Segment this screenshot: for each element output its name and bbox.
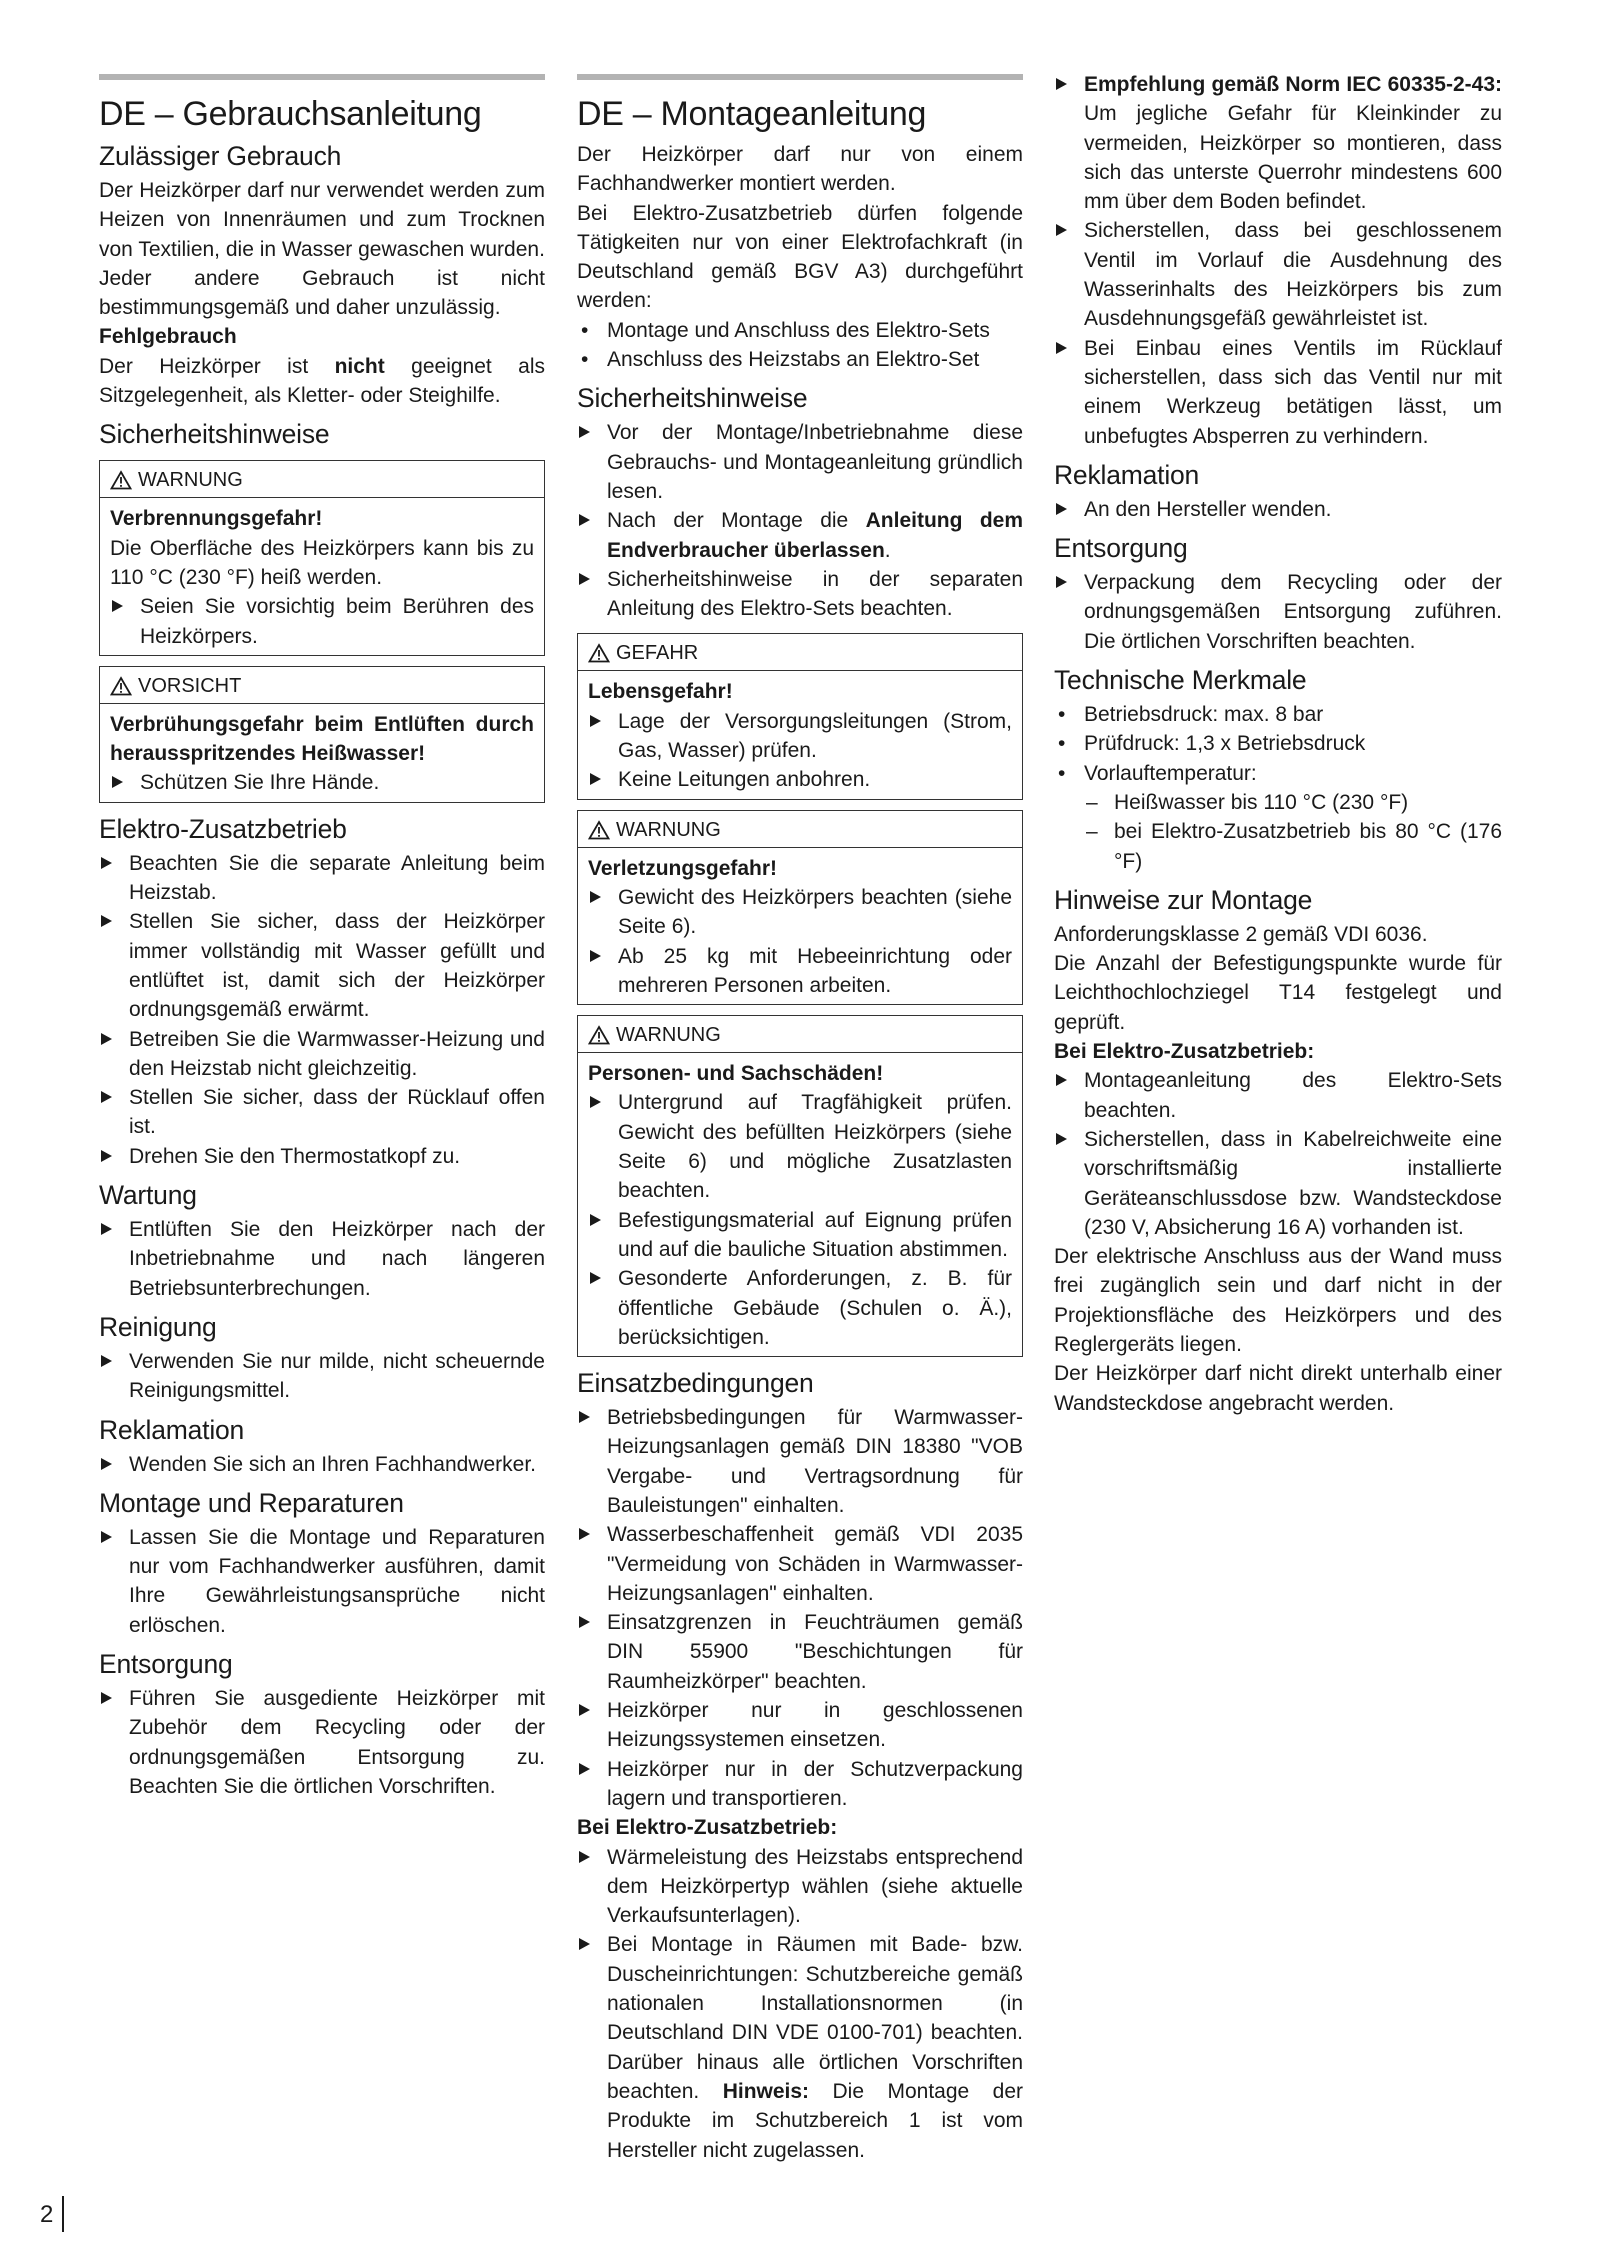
list-item: Seien Sie vorsichtig beim Berühren des Heizkörpers.	[110, 592, 534, 651]
list-item: • Prüfdruck: 1,3 x Betriebsdruck	[1054, 729, 1502, 758]
paragraph: Anforderungsklasse 2 gemäß VDI 6036.	[1054, 922, 1428, 946]
list-item: Sicherstellen, dass in Kabelreichweite eine vorschriftsmäßig installierte Geräteanschlussdose bzw. Wandsteckdose (230 V, Absicherung 16 A) vorhanden ist.	[1054, 1125, 1502, 1242]
paragraph: Die Anzahl der Befestigungspunkte wurde für Leichthochlochziegel T14 festgelegt und geprüft.	[1054, 952, 1502, 1034]
list-item: Vor der Montage/Inbetriebnahme diese Gebrauchs- und Montageanleitung gründlich lesen.	[577, 418, 1023, 506]
warning-triangle-icon	[110, 676, 132, 696]
warning-box	[577, 1015, 1023, 1357]
heading-zulaessiger-gebrauch: Zulässiger Gebrauch	[99, 141, 342, 171]
heading-entsorgung: Entsorgung	[1054, 533, 1188, 564]
paragraph: Der Heizkörper darf nur von einem Fachhandwerker montiert werden.	[577, 143, 1023, 196]
list-item: • Anschluss des Heizstabs an Elektro-Set	[577, 345, 1023, 374]
subheading-fehlgebrauch: Fehlgebrauch	[99, 325, 237, 349]
list-item: – bei Elektro-Zusatzbetrieb bis 80 °C (176 °F)	[1054, 817, 1502, 876]
danger-label: GEFAHR	[616, 642, 699, 665]
warning-triangle-icon	[588, 1025, 610, 1045]
list-item: Heizkörper nur in der Schutzverpackung lagern und transportieren.	[577, 1755, 1023, 1814]
list-item: Sicherstellen, dass bei geschlossenem Ventil im Vorlauf die Ausdehnung des Wasserinhalts des Heizkörpers bis zum Ausdehnungsgefäß gewährleistet ist.	[1054, 216, 1502, 333]
heading-elektro-zusatzbetrieb: Elektro-Zusatzbetrieb	[99, 813, 347, 844]
heading-entsorgung: Entsorgung	[99, 1648, 233, 1679]
list-item: Wenden Sie sich an Ihren Fachhandwerker.	[99, 1450, 545, 1479]
list-item: Empfehlung gemäß Norm IEC 60335-2-43: Um jegliche Gefahr für Kleinkinder zu vermeiden, Heizkörper so montieren, dass sich das unterste Querrohr mindestens 600 mm über dem Boden befindet.	[1054, 70, 1502, 216]
danger-box	[577, 633, 1023, 799]
column-gebrauchsanleitung	[99, 74, 545, 1801]
heading-technische-merkmale: Technische Merkmale	[1054, 665, 1307, 696]
list-item: Nach der Montage die Anleitung dem Endverbraucher überlassen.	[577, 506, 1023, 565]
list-item: Verpackung dem Recycling oder der ordnungsgemäßen Entsorgung zuführen. Die örtlichen Vorschriften beachten.	[1054, 568, 1502, 656]
list-item: • Betriebsdruck: max. 8 bar	[1054, 700, 1502, 729]
list-item: Stellen Sie sicher, dass der Rücklauf offen ist.	[99, 1083, 545, 1142]
caution-title: Verbrühungsgefahr beim Entlüften durch herausspritzendes Heißwasser!	[110, 712, 534, 766]
heading-wartung: Wartung	[99, 1180, 197, 1211]
caution-label: VORSICHT	[138, 674, 242, 697]
top-rule	[577, 74, 1023, 80]
heading-sicherheitshinweise: Sicherheitshinweise	[577, 383, 808, 414]
heading-montage-reparaturen: Montage und Reparaturen	[99, 1487, 404, 1518]
list-item: Gewicht des Heizkörpers beachten (siehe Seite 6).	[588, 883, 1012, 942]
list-item: Stellen Sie sicher, dass der Heizkörper immer vollständig mit Wasser gefüllt und entlüftet ist, damit sich der Heizkörper ordnungsgemäß erwärmt.	[99, 907, 545, 1024]
heading-hinweise-montage: Hinweise zur Montage	[1054, 884, 1313, 915]
warning-box	[577, 810, 1023, 1005]
warning-title: Verbrennungsgefahr!	[110, 507, 323, 531]
list-item: Montageanleitung des Elektro-Sets beachten.	[1054, 1066, 1502, 1125]
column-montageanleitung	[577, 74, 1023, 2165]
list-item: Einsatzgrenzen in Feuchträumen gemäß DIN 55900 "Beschichtungen für Raumheizkörper" beachten.	[577, 1608, 1023, 1696]
subheading-elektro: Bei Elektro-Zusatzbetrieb:	[1054, 1040, 1315, 1064]
list-item: Führen Sie ausgediente Heizkörper mit Zubehör dem Recycling oder der ordnungsgemäßen Entsorgung zu. Beachten Sie die örtlichen Vorschriften.	[99, 1684, 545, 1801]
list-item: Bei Einbau eines Ventils im Rücklauf sicherstellen, dass sich das Ventil nur mit einem Werkzeug betätigen lässt, um unbefugtes Absperren zu verhindern.	[1054, 334, 1502, 451]
list-item: – Heißwasser bis 110 °C (230 °F)	[1054, 788, 1502, 817]
list-item: Lassen Sie die Montage und Reparaturen nur vom Fachhandwerker ausführen, damit Ihre Gewährleistungsansprüche nicht erlöschen.	[99, 1523, 545, 1640]
list-item: Wärmeleistung des Heizstabs entsprechend dem Heizkörpertyp wählen (siehe aktuelle Verkaufsunterlagen).	[577, 1843, 1023, 1931]
page-number: 2	[40, 2201, 54, 2228]
heading-sicherheitshinweise: Sicherheitshinweise	[99, 419, 330, 450]
list-item: Ab 25 kg mit Hebeeinrichtung oder mehreren Personen arbeiten.	[588, 942, 1012, 1001]
list-item: Lage der Versorgungsleitungen (Strom, Gas, Wasser) prüfen.	[588, 707, 1012, 766]
list-item: Wasserbeschaffenheit gemäß VDI 2035 "Vermeidung von Schäden in Warmwasser-Heizungsanlagen" einhalten.	[577, 1520, 1023, 1608]
heading-einsatzbedingungen: Einsatzbedingungen	[577, 1368, 814, 1399]
paragraph: Der Heizkörper darf nur verwendet werden zum Heizen von Innenräumen und zum Trocknen von Textilien, die in Wasser gewaschen wurden.	[99, 179, 545, 261]
list-item: Heizkörper nur in geschlossenen Heizungssystemen einsetzen.	[577, 1696, 1023, 1755]
list-item: Befestigungsmaterial auf Eignung prüfen und auf die bauliche Situation abstimmen.	[588, 1206, 1012, 1265]
warning-label: WARNUNG	[616, 818, 721, 841]
list-item: Untergrund auf Tragfähigkeit prüfen. Gewicht des befüllten Heizkörpers (siehe Seite 6) und mögliche Zusatzlasten beachten.	[588, 1088, 1012, 1205]
caution-box	[99, 666, 545, 803]
paragraph: Jeder andere Gebrauch ist nicht bestimmungsgemäß und daher unzulässig.	[99, 266, 545, 320]
warning-text: Die Oberfläche des Heizkörpers kann bis zu 110 °C (230 °F) heiß werden.	[110, 536, 534, 589]
warning-title: Verletzungsgefahr!	[588, 856, 778, 880]
heading-reklamation: Reklamation	[99, 1414, 245, 1445]
paragraph: Der Heizkörper darf nicht direkt unterhalb einer Wandsteckdose angebracht werden.	[1054, 1362, 1502, 1415]
top-rule	[99, 74, 545, 80]
list-item: Sicherheitshinweise in der separaten Anleitung des Elektro-Sets beachten.	[577, 565, 1023, 624]
warning-triangle-icon	[110, 470, 132, 490]
warning-label: WARNUNG	[616, 1024, 721, 1047]
heading-reklamation: Reklamation	[1054, 459, 1200, 490]
paragraph: Bei Elektro-Zusatzbetrieb dürfen folgende Tätigkeiten nur von einer Elektrofachkraft (in Deutschland gemäß BGV A3) durchgeführt werden:	[577, 201, 1023, 313]
paragraph: Der elektrische Anschluss aus der Wand muss frei zugänglich sein und darf nicht in der Projektionsfläche des Heizkörpers und des Reglergeräts liegen.	[1054, 1245, 1502, 1356]
list-item: Gesonderte Anforderungen, z. B. für öffentliche Gebäude (Schulen o. Ä.), berücksichtigen.	[588, 1264, 1012, 1352]
list-item: Beachten Sie die separate Anleitung beim Heizstab.	[99, 849, 545, 908]
list-item: Bei Montage in Räumen mit Bade- bzw. Duscheinrichtungen: Schutzbereiche gemäß nationalen Installationsnormen (in Deutschland DIN VDE 0100-701) beachten. Darüber hinaus alle örtlichen Vorschriften beachten. Hinweis: Die Montage der Produkte im Schutzbereich 1 ist vom Hersteller nicht zugelassen.	[577, 1930, 1023, 2164]
section-title: DE – Gebrauchsanleitung	[99, 95, 482, 133]
page-number-divider	[62, 2196, 64, 2232]
list-item: Verwenden Sie nur milde, nicht scheuernde Reinigungsmittel.	[99, 1347, 545, 1406]
warning-label: WARNUNG	[138, 469, 243, 492]
paragraph-fehlgebrauch: Der Heizkörper ist nicht geeignet als Sitzgelegenheit, als Kletter- oder Steighilfe.	[99, 354, 545, 408]
subheading-elektro: Bei Elektro-Zusatzbetrieb:	[577, 1816, 838, 1840]
list-item: Schützen Sie Ihre Hände.	[110, 768, 534, 797]
list-item: • Vorlauftemperatur:	[1054, 759, 1502, 788]
heading-reinigung: Reinigung	[99, 1311, 217, 1342]
section-title: DE – Montageanleitung	[577, 95, 927, 133]
warning-box	[99, 460, 545, 655]
list-item: Entlüften Sie den Heizkörper nach der Inbetriebnahme und nach längeren Betriebsunterbrechungen.	[99, 1215, 545, 1303]
warning-triangle-icon	[588, 643, 610, 663]
danger-title: Lebensgefahr!	[588, 680, 733, 704]
list-item: Drehen Sie den Thermostatkopf zu.	[99, 1142, 545, 1171]
list-item: Betreiben Sie die Warmwasser-Heizung und den Heizstab nicht gleichzeitig.	[99, 1025, 545, 1084]
list-item: Betriebsbedingungen für Warmwasser-Heizungsanlagen gemäß DIN 18380 "VOB Vergabe- und Vertragsordnung für Bauleistungen" einhalten.	[577, 1403, 1023, 1520]
list-item: An den Hersteller wenden.	[1054, 495, 1502, 524]
electro-list	[99, 849, 545, 1171]
list-item: Keine Leitungen anbohren.	[588, 765, 1012, 794]
list-item: • Montage und Anschluss des Elektro-Sets	[577, 316, 1023, 345]
column-montage-fortsetzung	[1054, 70, 1502, 1418]
warning-title: Personen- und Sachschäden!	[588, 1062, 884, 1086]
warning-triangle-icon	[588, 820, 610, 840]
